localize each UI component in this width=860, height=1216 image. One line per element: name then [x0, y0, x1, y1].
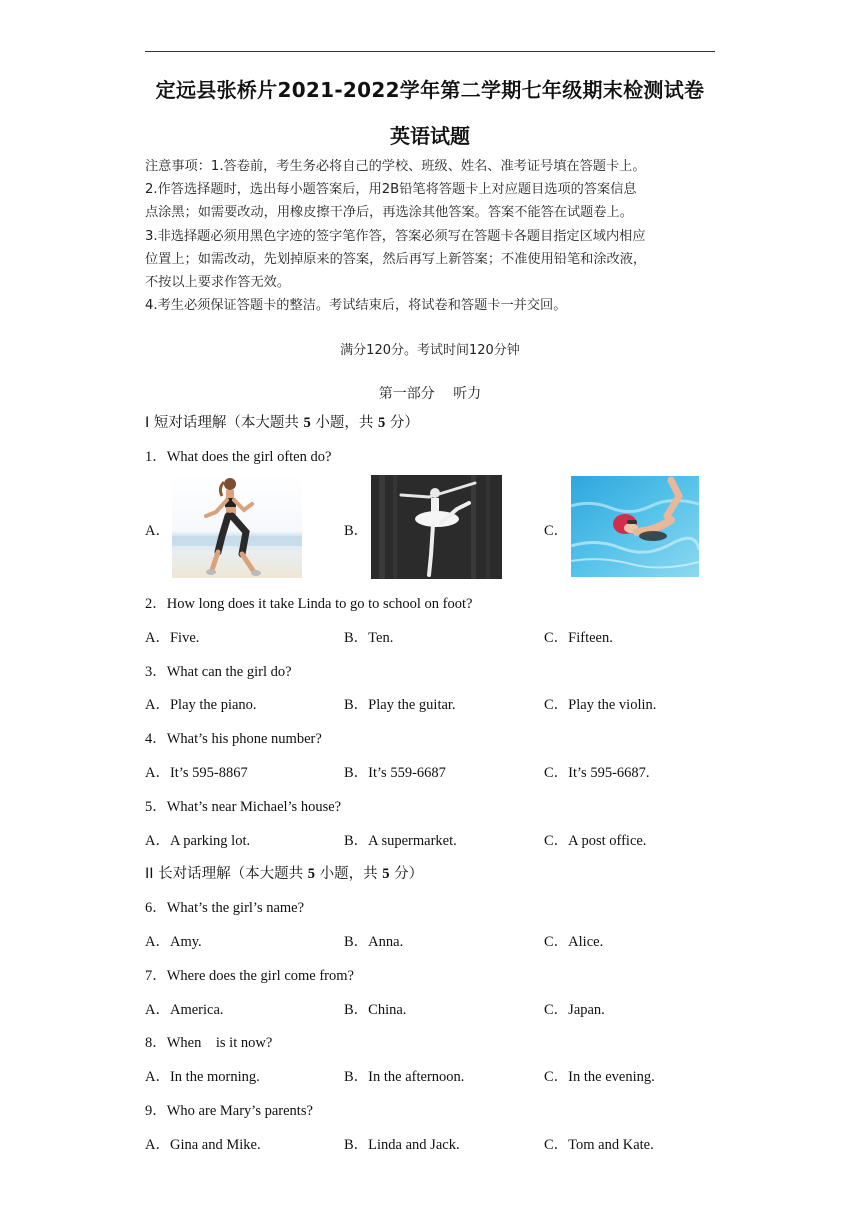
option-c[interactable]: C．A post office. — [544, 833, 647, 849]
section-text: I 短对话理解（本大题共 — [145, 415, 304, 431]
section-text: 小题，共 — [310, 415, 378, 431]
option-a[interactable]: A．It’s 595-8867 — [145, 765, 248, 781]
question-stem: 1．What does the girl often do? — [145, 449, 332, 465]
question-stem: 5．What’s near Michael’s house? — [145, 799, 342, 815]
top-rule — [145, 51, 715, 52]
question-stem: 6．What’s the girl’s name? — [145, 900, 305, 916]
ballet-dancer-image — [371, 475, 502, 579]
option-b[interactable]: B．Anna. — [344, 934, 404, 950]
option-b[interactable]: B．Ten. — [344, 630, 394, 646]
question-stem: 8．When is it now? — [145, 1035, 273, 1051]
option-a[interactable]: A．In the morning. — [145, 1069, 260, 1085]
option-b[interactable]: B．Play the guitar. — [344, 697, 456, 713]
score-time-info: 满分120分。考试时间120分钟 — [340, 343, 520, 358]
option-c[interactable]: C．Japan. — [544, 1002, 605, 1018]
section-heading-2 — [145, 862, 423, 883]
section-points: 5 — [377, 415, 386, 431]
section-count: 5 — [307, 866, 316, 882]
section-count: 5 — [303, 415, 311, 431]
option-a[interactable]: A．Gina and Mike. — [145, 1137, 261, 1153]
question-stem: 7．Where does the girl come from? — [145, 968, 354, 984]
option-a[interactable]: A． — [145, 523, 170, 539]
option-b[interactable]: B．Linda and Jack. — [344, 1137, 460, 1153]
option-b[interactable]: B．A supermarket. — [344, 833, 457, 849]
option-b[interactable]: B．In the afternoon. — [344, 1069, 465, 1085]
question-stem: 4．What’s his phone number? — [145, 731, 322, 747]
option-c[interactable]: C．Tom and Kate. — [544, 1137, 654, 1153]
section-text: 分） — [385, 415, 419, 431]
section-points: 5 — [382, 866, 390, 882]
exam-notes — [145, 155, 717, 317]
part-heading: 第一部分 听力 — [378, 386, 482, 402]
question-stem: 2．How long does it take Linda to go to school on foot? — [145, 596, 473, 612]
exam-subtitle: 英语试题 — [390, 124, 470, 148]
note-line: 3.非选择题必须用黑色字迹的签字笔作答，答案必须写在答题卡各题目指定区域内相应 — [145, 228, 646, 244]
swimmer-image — [571, 476, 699, 577]
option-c[interactable]: C． — [544, 523, 569, 539]
option-c[interactable]: C．In the evening. — [544, 1069, 655, 1085]
note-line: 4.考生必须保证答题卡的整洁。考试结束后，将试卷和答题卡一并交回。 — [145, 298, 567, 314]
option-c[interactable]: C．It’s 595-6687. — [544, 765, 650, 781]
section-text: 分） — [389, 866, 424, 882]
option-b[interactable]: B． — [344, 523, 369, 539]
option-c[interactable]: C．Fifteen. — [544, 630, 613, 646]
note-line: 不按以上要求作答无效。 — [145, 275, 291, 291]
note-line: 2.作答选择题时，选出每小题答案后，用2B铅笔将答题卡上对应题目选项的答案信息 — [145, 182, 637, 198]
option-c[interactable]: C．Play the violin. — [544, 697, 657, 713]
option-a[interactable]: A．Five. — [145, 630, 200, 646]
option-b[interactable]: B．China. — [344, 1002, 407, 1018]
option-a[interactable]: A．Play the piano. — [145, 697, 257, 713]
section-text: 小题，共 — [315, 866, 383, 882]
option-c[interactable]: C．Alice. — [544, 934, 604, 950]
option-a[interactable]: A．Amy. — [145, 934, 202, 950]
note-line: 位置上；如需改动，先划掉原来的答案，然后再写上新答案；不准使用铅笔和涂改液， — [145, 251, 647, 267]
question-stem: 9．Who are Mary’s parents? — [145, 1103, 313, 1119]
section-heading-1 — [145, 411, 419, 432]
question-stem: 3．What can the girl do? — [145, 664, 292, 680]
option-a[interactable]: A．America. — [145, 1002, 224, 1018]
option-b[interactable]: B．It’s 559-6687 — [344, 765, 446, 781]
note-line: 点涂黑；如需要改动，用橡皮擦干净后，再选涂其他答案。答案不能答在试题卷上。 — [145, 205, 633, 221]
note-line: 注意事项：1.答卷前，考生务必将自己的学校、班级、姓名、准考证号填在答题卡上。 — [145, 159, 646, 174]
option-a[interactable]: A．A parking lot. — [145, 833, 251, 849]
running-woman-image — [172, 474, 302, 578]
exam-title: 定远县张桥片2021-2022学年第二学期七年级期末检测试卷 — [155, 78, 705, 102]
section-text: II 长对话理解（本大题共 — [145, 866, 308, 882]
